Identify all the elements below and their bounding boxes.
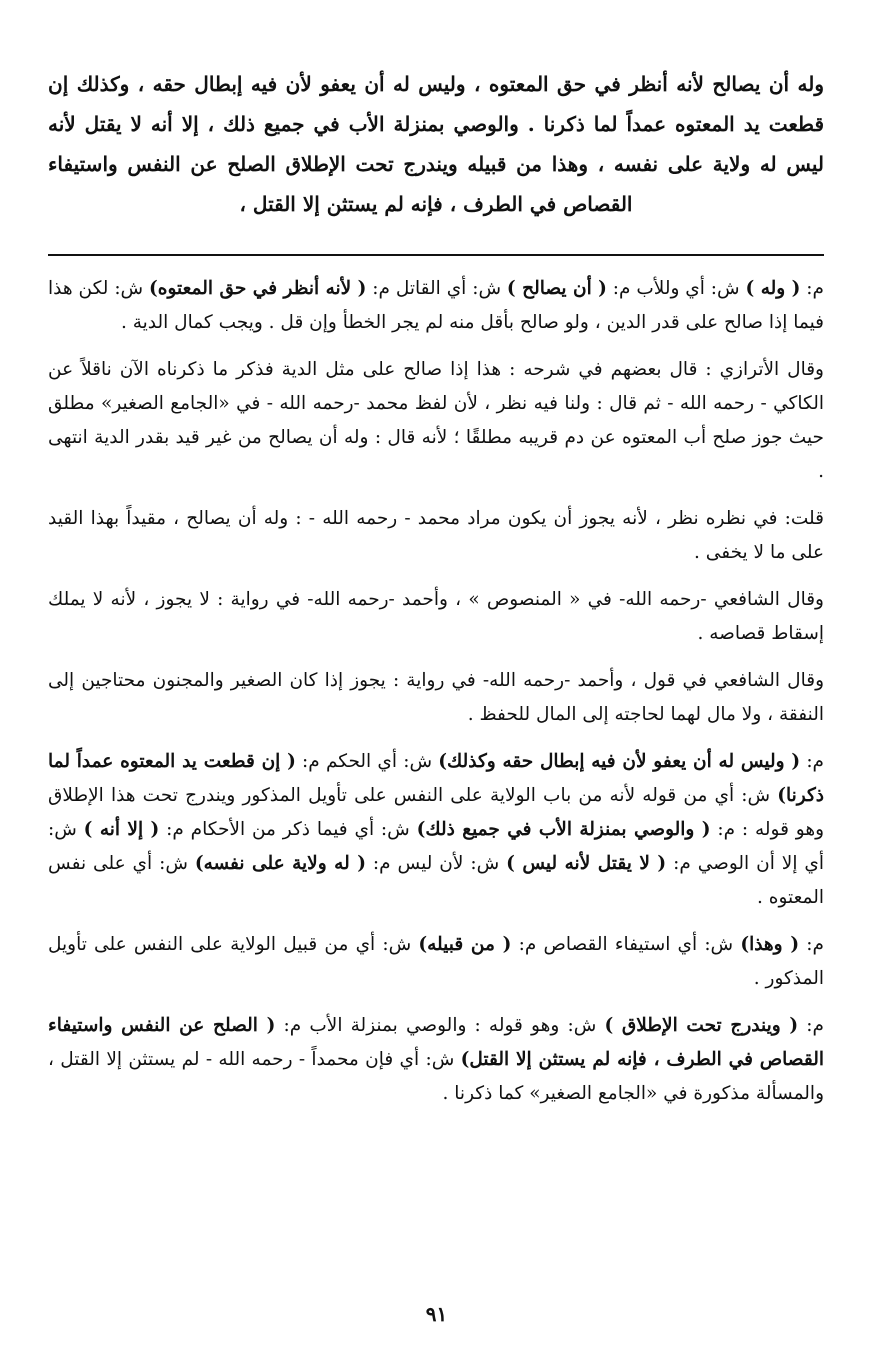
commentary-text: ش: أي الحكم م: bbox=[295, 751, 439, 772]
commentary-text: ش: أي وللأب م: bbox=[606, 278, 746, 299]
divider-line bbox=[48, 254, 824, 256]
commentary-text: ش: أي فإن محمداً - رحمه الله - لم يستثن إلا القتل ، والمسألة مذكورة في «الجامع الصغير» كما ذكرنا . bbox=[48, 1049, 824, 1104]
commentary-paragraph bbox=[48, 272, 824, 340]
commentary-paragraph bbox=[48, 502, 824, 570]
commentary-text: ش: أي إلا أن الوصي م: bbox=[48, 819, 825, 874]
marker-text: م: bbox=[799, 934, 824, 955]
commentary-text: ش: أي على نفس المعتوه . bbox=[48, 853, 824, 908]
marker-text: م: bbox=[800, 278, 824, 299]
page-number: ٩١ bbox=[425, 1302, 448, 1326]
quoted-lemma: ( لأنه أنظر في حق المعتوه) bbox=[149, 278, 367, 299]
commentary-text: ش: أي فيما ذكر من الأحكام م: bbox=[159, 819, 417, 840]
quoted-lemma: ( ويندرج تحت الإطلاق ) bbox=[604, 1015, 799, 1036]
quoted-lemma: ( إلا أنه ) bbox=[83, 819, 160, 840]
commentary-paragraph bbox=[48, 928, 824, 996]
commentary-paragraph bbox=[48, 583, 824, 651]
matn-text: وله أن يصالح لأنه أنظر في حق المعتوه ، وليس له أن يعفو لأن فيه إبطال حقه ، وكذلك إن قطعت يد المعتوه عمداً لما ذكرنا . والوصي بمنزلة الأب في جميع ذلك ، إلا أنه لا يقتل لأنه ليس له ولاية على نفسه ، وهذا من قبيله ويندرج تحت الإطلاق الصلح عن النفس واستيفاء القصاص في الطرف ، فإنه لم يستثن إلا القتل ، bbox=[48, 72, 824, 216]
commentary-text: وقال الأترازي : قال بعضهم في شرحه : هذا إذا صالح على مثل الدية فذكر ما ذكرناه الآن ناقلاً عن الكاكي - رحمه الله - ثم قال : ولنا فيه نظر ، لأن لفظ محمد -رحمه الله - في «الجامع الصغير» مطلق حيث جوز صلح أب المعتوه عن دم قريبه مطلقًا ؛ لأنه قال : وله أن يصالح من غير قيد بقدر الدية انتهى . bbox=[48, 359, 824, 482]
commentary-paragraph bbox=[48, 353, 824, 489]
quoted-lemma: ( إن قطعت يد المعتوه عمداً لما ذكرنا) bbox=[48, 751, 824, 806]
commentary-paragraph bbox=[48, 1009, 824, 1111]
commentary bbox=[48, 272, 824, 1111]
quoted-lemma: ( لا يقتل لأنه ليس ) bbox=[506, 853, 667, 874]
quoted-lemma: ( وهذا) bbox=[740, 934, 800, 955]
commentary-text: ش: أي القاتل م: bbox=[366, 278, 507, 299]
commentary-text: ش: أي استيفاء القصاص م: bbox=[511, 934, 741, 955]
book-page bbox=[48, 64, 824, 1124]
commentary-text: قلت: في نظره نظر ، لأنه يجوز أن يكون مراد محمد - رحمه الله - : وله أن يصالح ، مقيداً بهذا القيد على ما لا يخفى . bbox=[48, 508, 824, 563]
quoted-lemma: ( وله ) bbox=[745, 278, 801, 299]
commentary-paragraph bbox=[48, 664, 824, 732]
commentary-text: ش: أي من قوله لأنه من باب الولاية على النفس على تأويل المذكور ويندرج تحت هذا الإطلاق وهو قوله : م: bbox=[48, 785, 825, 840]
commentary-text: ش: وهو قوله : والوصي بمنزلة الأب م: bbox=[275, 1015, 605, 1036]
commentary-text: ش: لأن ليس م: bbox=[365, 853, 507, 874]
quoted-lemma: ( والوصي بمنزلة الأب في جميع ذلك) bbox=[416, 819, 711, 840]
quoted-lemma: ( من قبيله) bbox=[418, 934, 512, 955]
commentary-text: وقال الشافعي -رحمه الله- في « المنصوص » ، وأحمد -رحمه الله- في رواية : لا يجوز ، لأنه لا يملك إسقاط قصاصه . bbox=[48, 589, 824, 644]
marker-text: م: bbox=[800, 751, 825, 772]
quoted-lemma: ( أن يصالح ) bbox=[506, 278, 607, 299]
commentary-paragraph bbox=[48, 745, 824, 915]
quoted-lemma: ( الصلح عن النفس واستيفاء القصاص في الطرف ، فإنه لم يستثن إلا القتل) bbox=[48, 1015, 824, 1070]
quoted-lemma: ( له ولاية على نفسه) bbox=[194, 853, 366, 874]
commentary-text: وقال الشافعي في قول ، وأحمد -رحمه الله- في رواية : يجوز إذا كان الصغير والمجنون محتاجين إلى النفقة ، ولا مال لهما لحاجته إلى المال للحفظ . bbox=[48, 670, 824, 725]
marker-text: م: bbox=[798, 1015, 824, 1036]
commentary-text: ش: لكن هذا فيما إذا صالح على قدر الدين ، ولو صالح بأقل منه لم يجر الخطأ وإن قل . ويجب كمال الدية . bbox=[48, 278, 824, 333]
commentary-text: ش: أي من قبيل الولاية على النفس على تأويل المذكور . bbox=[48, 934, 824, 989]
quoted-lemma: ( وليس له أن يعفو لأن فيه إبطال حقه وكذلك) bbox=[438, 751, 801, 772]
